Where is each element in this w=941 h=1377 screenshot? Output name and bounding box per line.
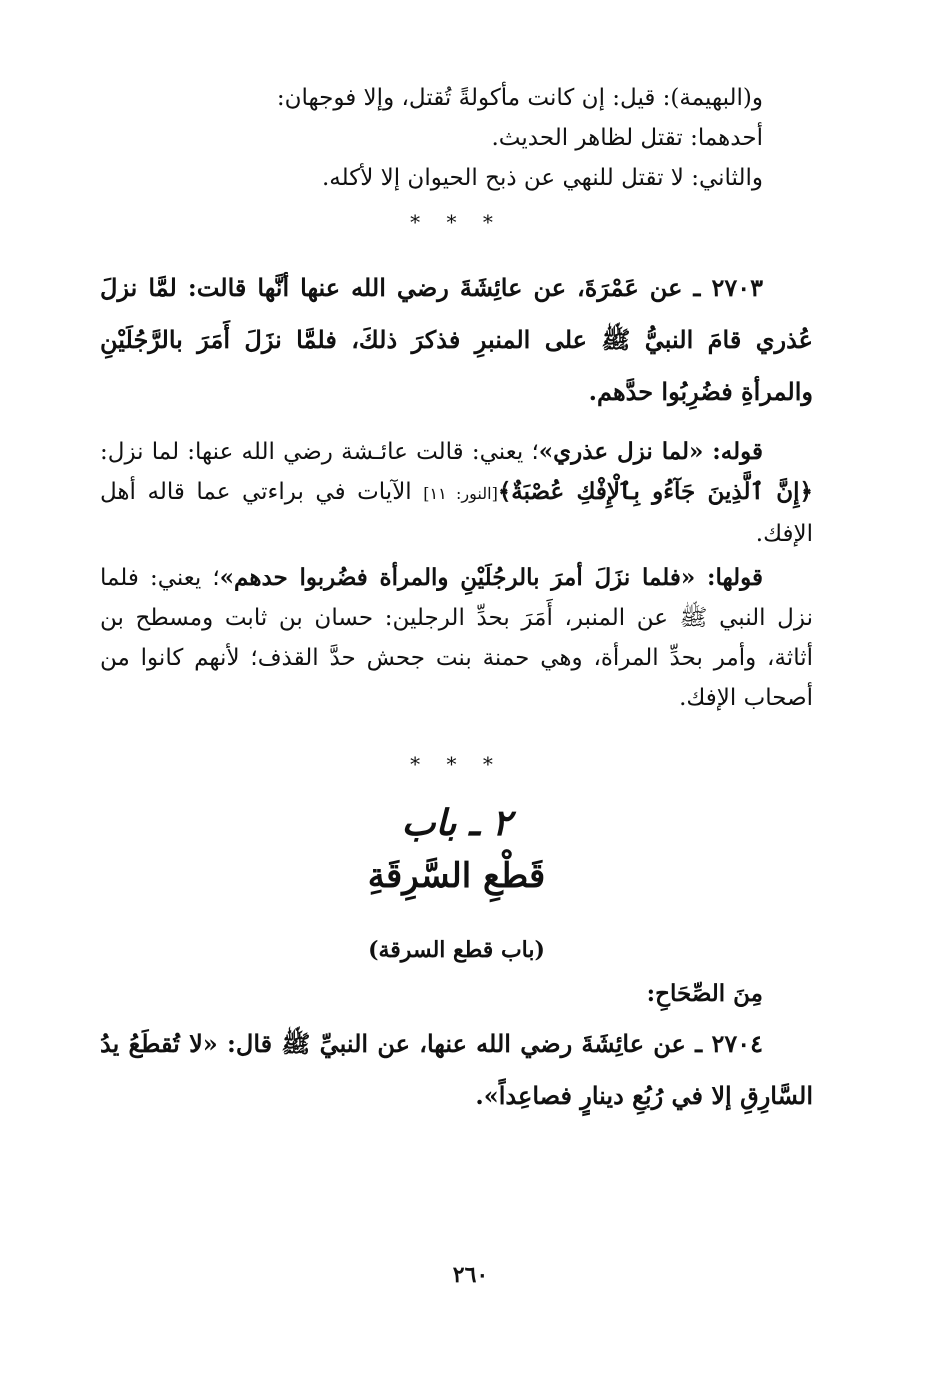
- quran-reference: [النور: ١١]: [423, 484, 498, 503]
- commentary-1: [100, 432, 813, 554]
- text-line: والثاني: لا تقتل للنهي عن ذبح الحيوان إلا لأكله.: [321, 165, 763, 191]
- page-number: ٢٦٠: [452, 1262, 489, 1288]
- section-label: مِنَ الصِّحَاحِ:: [646, 980, 763, 1007]
- commentary-2: [100, 558, 813, 718]
- commentary-2-lead: قولها: «فلما نزَلَ أمرَ بالرجُلَيْنِ والمرأة فضُربوا حدهم»: [219, 564, 763, 591]
- commentary-1-text: ؛ يعني: قالت عائـشة رضي الله عنها: لما نزل:: [100, 439, 539, 465]
- section-separator: * * *: [410, 752, 503, 776]
- hadith-2703: ٢٧٠٣ ـ عن عَمْرَةَ، عن عائِشَةَ رضي الله عنها أنَّها قالت: لمَّا نزلَ عُذري قامَ النبيُّ ﷺ على المنبرِ فذكرَ ذلكَ، فلمَّا نزَلَ أَمَرَ بالرَّجُلَيْنِ والمرأةِ فضُرِبُوا حدَّهم.: [100, 273, 813, 406]
- commentary-1-lead: قوله: «لما نزل عذري»: [538, 438, 764, 465]
- chapter-number: ٢ ـ باب: [401, 802, 512, 844]
- text-line: أحدهما: تقتل لظاهر الحديث.: [491, 125, 763, 151]
- page-body: [100, 78, 813, 1122]
- chapter-subtitle: (باب قطع السرقة): [368, 937, 545, 963]
- quran-verse: ﴿إِنَّ ٱلَّذِينَ جَآءُو بِٱلْإِفْكِ عُصْبَةٌ﴾: [497, 478, 813, 505]
- chapter-title: قَطْعِ السَّرِقَةِ: [367, 856, 546, 896]
- text-line: و(البهيمة): قيل: إن كانت مأكولةً تُقتل، وإلا فوجهان:: [276, 85, 763, 111]
- hadith-2704: ٢٧٠٤ ـ عن عائِشَةَ رضي الله عنها، عن النبيِّ ﷺ قال: «لا تُقطَعُ يدُ السَّارِقِ إلا في رُبُعِ دينارٍ فصاعِداً».: [100, 1029, 813, 1110]
- commentary-2-text: ؛ يعني: فلما نزل النبي ﷺ عن المنبر، أَمَرَ بحدِّ الرجلين: حسان بن ثابت ومسطح بن أثاثة، وأمر بحدِّ المرأة، وهي حمنة بنت جحش حدَّ القذف؛ لأنهم كانوا من أصحاب الإفك.: [100, 565, 813, 711]
- commentary-1-tail: الآيات في براءتي عما قاله أهل الإفك.: [100, 479, 813, 547]
- section-separator: * * *: [410, 210, 503, 234]
